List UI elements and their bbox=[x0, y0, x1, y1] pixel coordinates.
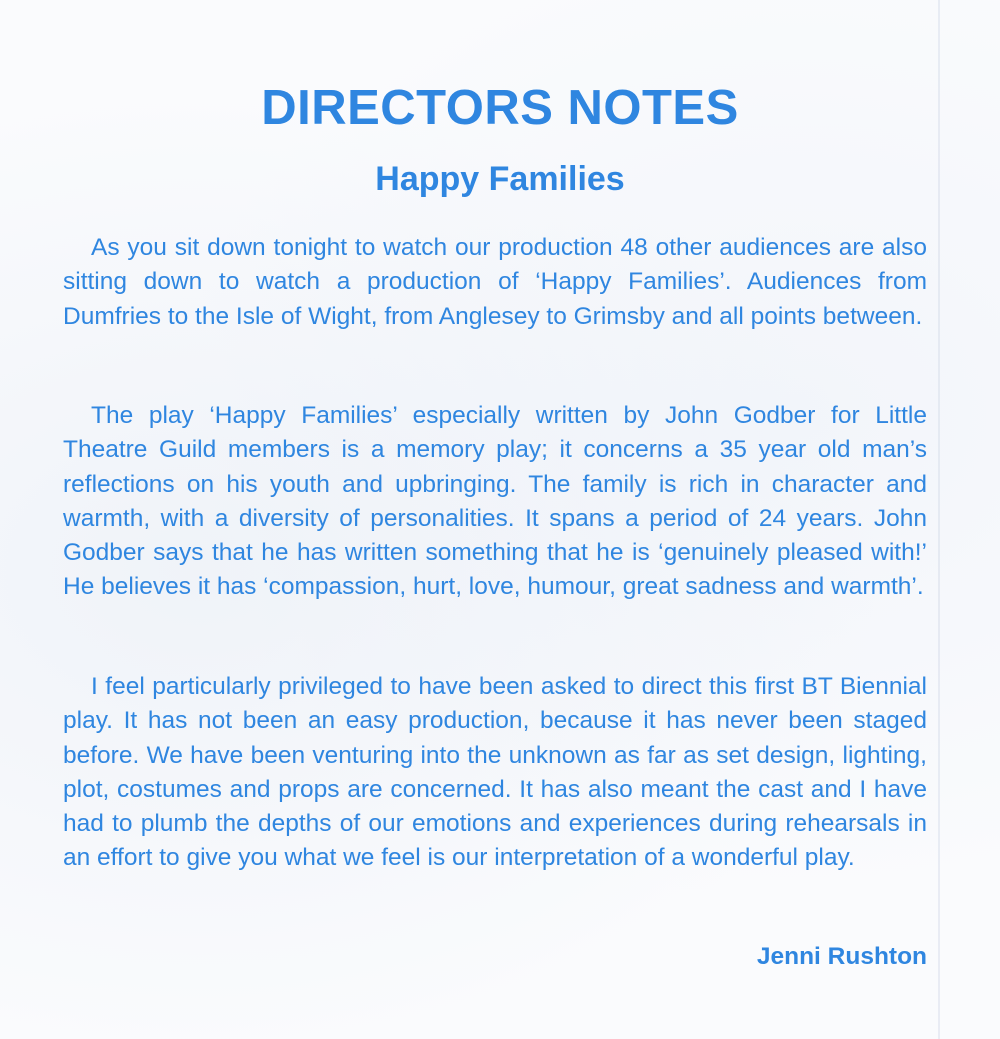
paragraph-1: As you sit down tonight to watch our production 48 other audiences are also sitting down to watch a production of ‘Happy Families’. Audiences from Dumfries to the Isle of Wight, from Anglesey to Grimsby and all points between. bbox=[63, 234, 927, 330]
paragraph-3: I feel particularly privileged to have been asked to direct this first BT Biennial play. It has not been an easy production, because it has never been staged before. We have been venturing into the unknown as far as set design, lighting, plot, costumes and props are concerned. It has also meant the cast and I have had to plumb the depths of our emotions and experiences during rehearsals in an effort to give you what we feel is our interpretation of a wonderful play. bbox=[63, 673, 927, 872]
paragraph-2: The play ‘Happy Families’ especially written by John Godber for Little Theatre Guild members is a memory play; it concerns a 35 year old man’s reflections on his youth and upbringing. The family is rich in character and warmth, with a diversity of personalities. It spans a period of 24 years. John Godber says that he has written something that he is ‘genuinely pleased with!’ He believes it has ‘compassion, hurt, love, humour, great sadness and warmth’. bbox=[63, 402, 927, 601]
page-title: DIRECTORS NOTES bbox=[261, 81, 739, 135]
author-signature: Jenni Rushton bbox=[756, 943, 927, 970]
page-edge-divider bbox=[938, 0, 940, 1039]
page-subtitle: Happy Families bbox=[375, 160, 625, 198]
